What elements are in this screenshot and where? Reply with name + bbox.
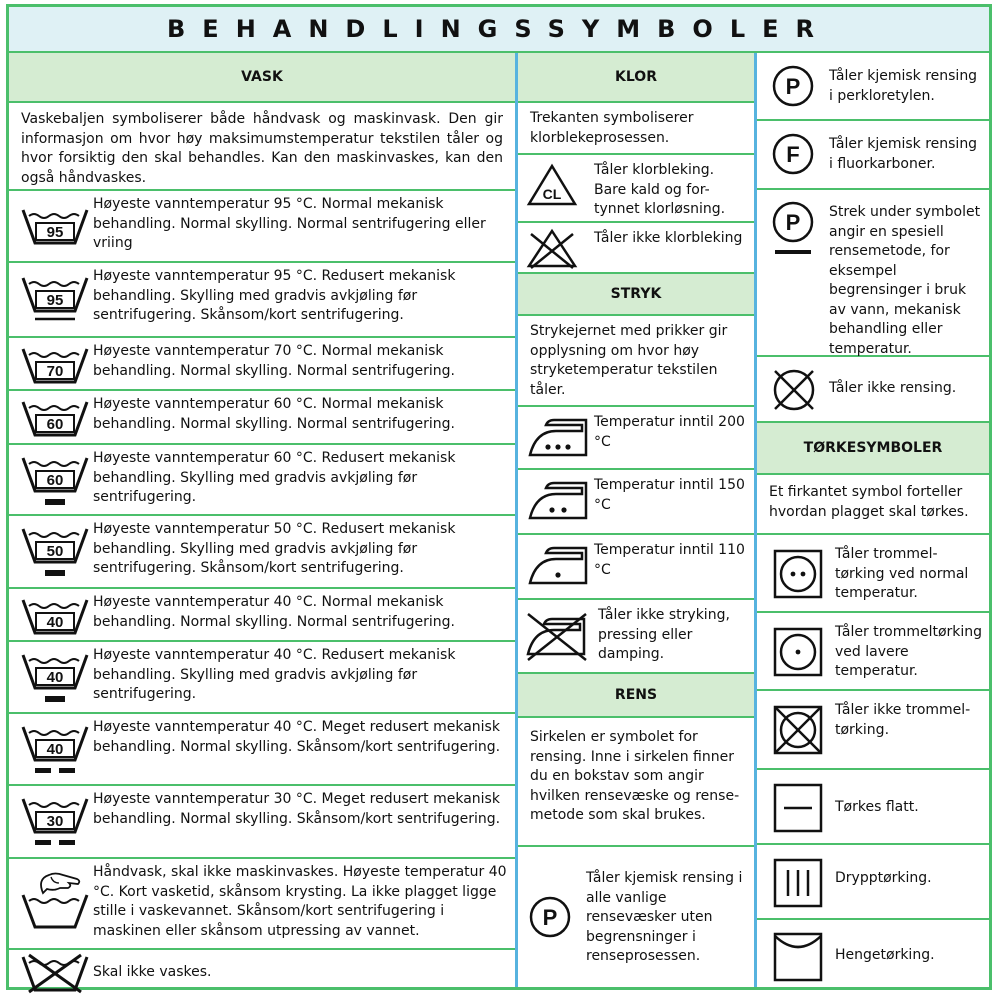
wash-row-text: Høyeste vanntemperatur 50 °C. Redusert mekanisk behandling. Skylling med gradvis avkjøling før sentrifugering. Skånsom/kort sentrifugering. <box>93 521 456 576</box>
no-tumble-dry-icon <box>773 705 823 755</box>
rens-header: RENS <box>518 674 754 718</box>
torke-row <box>757 691 989 770</box>
wash-row-text: Høyeste vanntemperatur 95 °C. Normal mekanisk behandling. Normal skylling. Normal sentrifugering eller vriing <box>93 196 486 251</box>
wash-tub-very-gentle-icon <box>21 794 89 852</box>
rens-row-text: Strek under symbolet angir en spesiell rensemetode, for eksempel begrensinger i bruk av vann, mekanisk behandling eller temperatur. <box>829 204 981 357</box>
rens-row <box>757 357 989 423</box>
vask-header: VASK <box>9 53 515 103</box>
wash-tub-gentle-icon <box>21 453 89 511</box>
klor-row-text: Tåler klorbleking. Bare kald og for-tynnet klorløsning. <box>594 162 726 217</box>
wash-row <box>9 516 515 589</box>
wash-tub-gentle-icon <box>21 524 89 582</box>
rens-row-text: Tåler kjemisk rensing i fluorkarboner. <box>829 136 978 172</box>
wash-row-text: Høyeste vanntemperatur 95 °C. Redusert mekanisk behandling. Skylling med gradvis avkjøling før sentrifugering. Skånsom/kort sentrifugering. <box>93 268 456 323</box>
wash-row <box>9 714 515 786</box>
iron-one-dot-icon <box>526 545 590 589</box>
no-dry-clean-icon <box>771 367 817 413</box>
wash-row-text: Høyeste vanntemperatur 70 °C. Normal mekanisk behandling. Normal skylling. Normal sentrifugering. <box>93 343 455 379</box>
tumble-dry-low-icon <box>773 627 823 677</box>
vask-column <box>9 53 518 987</box>
wash-row <box>9 338 515 391</box>
drip-dry-icon <box>773 858 823 908</box>
dry-clean-f-icon <box>771 132 815 176</box>
rens-row-text: Tåler ikke rensing. <box>829 380 957 396</box>
wash-temp-label: 30 <box>46 813 64 830</box>
dry-clean-p-gentle-icon <box>771 200 815 258</box>
wash-row <box>9 391 515 445</box>
dry-clean-p-icon <box>528 895 572 939</box>
wash-row-text: Høyeste vanntemperatur 40 °C. Meget redusert mekanisk behandling. Normal skylling. Skånsom/kort sentrifugering. <box>93 719 501 755</box>
wash-temp-label: 60 <box>46 472 64 489</box>
wash-tub-gentle-icon <box>21 273 89 327</box>
rens-intro-cell <box>518 718 754 847</box>
wash-temp-label: 60 <box>46 416 64 433</box>
torke-row-text: Tørkes flatt. <box>835 799 919 815</box>
vask-intro-cell <box>9 103 515 191</box>
rens-row-text: Tåler kjemisk rensing i alle vanlige rensevæsker uten begrensninger i renseprosessen. <box>586 870 743 964</box>
rens-row <box>757 190 989 357</box>
wash-row-text: Høyeste vanntemperatur 60 °C. Redusert mekanisk behandling. Skylling med gradvis avkjøling før sentrifugering. <box>93 450 456 505</box>
klor-intro: Trekanten symboliserer klorblekeprosessen. <box>530 110 694 146</box>
stryk-intro: Strykejernet med prikker gir opplysning om hvor høy stryketemperatur tekstilen tåler. <box>530 323 728 398</box>
wash-row-text: Skal ikke vaskes. <box>93 964 212 980</box>
torke-row-text: Drypptørking. <box>835 870 932 886</box>
wash-temp-label: 95 <box>46 224 64 241</box>
torke-row <box>757 920 989 996</box>
hang-dry-icon <box>773 932 823 982</box>
dry-flat-icon <box>773 783 823 833</box>
torke-row <box>757 535 989 613</box>
klor-row <box>518 155 754 223</box>
wash-row-text: Høyeste vanntemperatur 60 °C. Normal mekanisk behandling. Normal skylling. Normal sentrifugering. <box>93 396 455 432</box>
rens-intro: Sirkelen er symbolet for rensing. Inne i sirkelen finner du en bokstav som angir hvilken rensevæske og rense-metode som skal brukes. <box>530 729 740 823</box>
wash-tub-icon <box>21 397 89 439</box>
chlorine-triangle-icon <box>526 163 578 207</box>
stryk-header: STRYK <box>518 274 754 316</box>
wash-row-text: Høyeste vanntemperatur 40 °C. Redusert mekanisk behandling. Skylling med gradvis avkjøling før sentrifugering. <box>93 647 456 702</box>
symbol-chart-frame <box>6 4 992 990</box>
wash-temp-label: 40 <box>46 669 64 686</box>
rens-row-text: Tåler kjemisk rensing i perkloretylen. <box>829 68 978 104</box>
cl-label: CL <box>542 186 562 202</box>
klor-intro-cell <box>518 103 754 155</box>
torke-row-text: Tåler trommel-tørking ved normal temperatur. <box>835 546 969 601</box>
wash-temp-label: 70 <box>46 363 64 380</box>
klor-row <box>518 223 754 274</box>
stryk-row <box>518 600 754 674</box>
wash-row-text: Håndvask, skal ikke maskinvaskes. Høyeste temperatur 40 °C. Kort vasketid, skånsom krysting. La ikke plagget ligge stille i vaskevannet. Skånsom/kort sentrifugering i maskinen eller skånsom utpressing av vannet. <box>93 864 507 939</box>
rens-row <box>757 53 989 121</box>
wash-temp-label: 40 <box>46 614 64 631</box>
rens-row <box>518 847 754 996</box>
wash-row-text: Høyeste vanntemperatur 40 °C. Normal mekanisk behandling. Normal skylling. Normal sentrifugering. <box>93 594 455 630</box>
stryk-row-text: Temperatur inntil 110 °C <box>594 542 745 578</box>
wash-temp-label: 40 <box>46 741 64 758</box>
stryk-row-text: Temperatur inntil 200 °C <box>594 414 745 450</box>
stryk-intro-cell <box>518 316 754 407</box>
wash-row-text: Høyeste vanntemperatur 30 °C. Meget redusert mekanisk behandling. Normal skylling. Skånsom/kort sentrifugering. <box>93 791 501 827</box>
torke-row <box>757 770 989 845</box>
wash-row <box>9 950 515 996</box>
no-wash-icon <box>21 952 89 994</box>
stryk-row <box>518 535 754 600</box>
wash-tub-very-gentle-icon <box>21 722 89 780</box>
tumble-dry-normal-icon <box>773 549 823 599</box>
hand-wash-icon <box>21 869 89 933</box>
wash-row <box>9 642 515 714</box>
rens-row <box>757 121 989 190</box>
stryk-row-text: Tåler ikke stryking, pressing eller damping. <box>598 607 730 662</box>
right-column <box>757 53 989 987</box>
stryk-row <box>518 470 754 535</box>
torke-row-text: Hengetørking. <box>835 947 935 963</box>
wash-tub-icon <box>21 344 89 386</box>
iron-three-dots-icon <box>526 417 590 461</box>
wash-temp-label: 50 <box>46 543 64 560</box>
page-title: BEHANDLINGSSYMBOLER <box>9 7 989 53</box>
torke-intro-cell <box>757 475 989 535</box>
wash-temp-label: 95 <box>46 292 64 309</box>
dry-clean-letter: P <box>785 74 801 99</box>
torke-row-text: Tåler ikke trommel-tørking. <box>835 702 971 738</box>
dry-clean-p-icon <box>771 64 815 108</box>
torke-row-text: Tåler trommeltørking ved lavere temperatur. <box>835 624 983 679</box>
vask-intro: Vaskebaljen symboliserer både håndvask og maskinvask. Den gir informasjon om hvor høy maksimumstemperatur tekstilen tåler og hvor forsiktig den skal behandles. Kan den maskinvaskes, kan den også håndvaskes. <box>21 111 503 186</box>
stryk-row-text: Temperatur inntil 150 °C <box>594 477 745 513</box>
torke-row <box>757 613 989 691</box>
stryk-row <box>518 407 754 470</box>
klor-header: KLOR <box>518 53 754 103</box>
no-iron-icon <box>524 610 590 664</box>
wash-tub-gentle-icon <box>21 650 89 708</box>
wash-tub-icon <box>21 205 89 249</box>
dry-clean-letter: P <box>542 905 558 930</box>
middle-column <box>518 53 757 987</box>
wash-row <box>9 445 515 516</box>
torke-intro: Et firkantet symbol forteller hvordan plagget skal tørkes. <box>769 484 969 520</box>
dry-clean-letter: P <box>785 210 801 235</box>
dry-clean-letter: F <box>786 142 800 167</box>
wash-row <box>9 589 515 642</box>
torke-row <box>757 845 989 920</box>
wash-row <box>9 859 515 950</box>
torke-header: TØRKESYMBOLER <box>757 423 989 475</box>
iron-two-dots-icon <box>526 480 590 524</box>
klor-row-text: Tåler ikke klorbleking <box>594 230 743 246</box>
wash-row <box>9 263 515 338</box>
wash-row <box>9 786 515 859</box>
wash-tub-icon <box>21 595 89 637</box>
wash-row <box>9 191 515 263</box>
no-chlorine-icon <box>526 228 578 270</box>
